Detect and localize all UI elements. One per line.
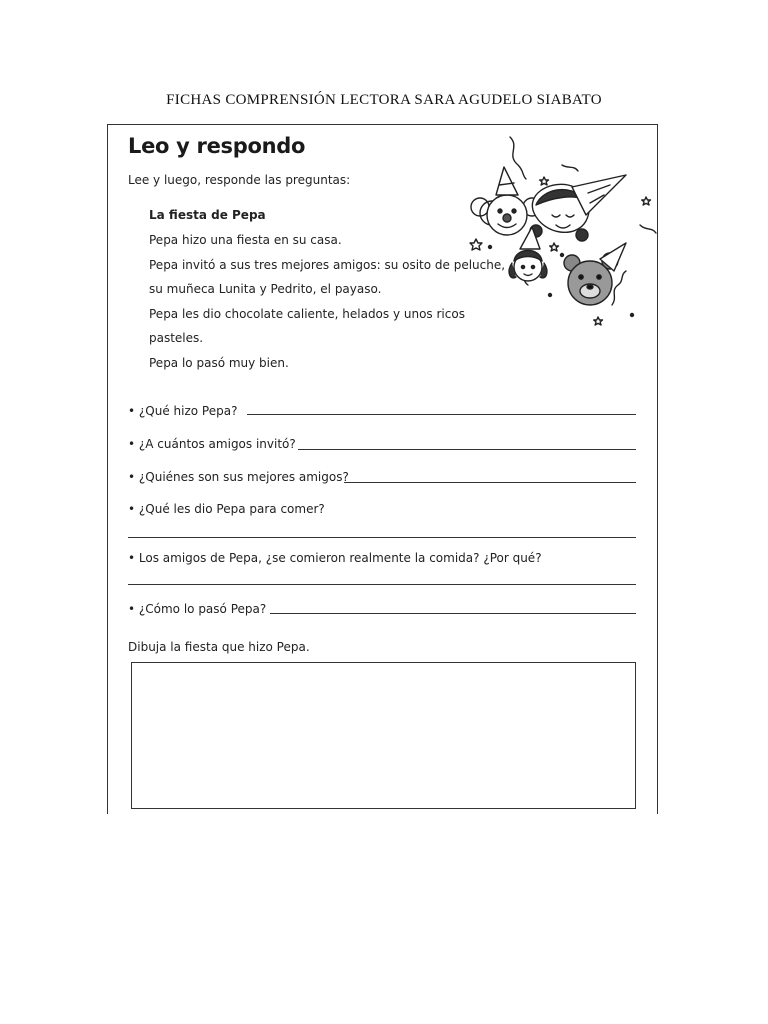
drawing-instruction: Dibuja la fiesta que hizo Pepa. [128, 640, 310, 654]
instruction-text: Lee y luego, responde las preguntas: [128, 173, 351, 187]
answer-line-4[interactable] [128, 537, 636, 538]
answer-line-2[interactable] [298, 449, 636, 450]
story-line: Pepa les dio chocolate caliente, helados y unos ricos [149, 307, 465, 321]
question-4: • ¿Qué les dio Pepa para comer? [128, 502, 325, 516]
clown-icon [471, 167, 541, 235]
worksheet-title: Leo y respondo [128, 134, 306, 158]
answer-line-6[interactable] [270, 613, 636, 614]
story-line: Pepa hizo una fiesta en su casa. [149, 233, 342, 247]
story-line: su muñeca Lunita y Pedrito, el payaso. [149, 282, 382, 296]
story-title: La fiesta de Pepa [149, 208, 266, 222]
question-1: • ¿Qué hizo Pepa? [128, 404, 238, 418]
answer-line-5[interactable] [128, 584, 636, 585]
question-2: • ¿A cuántos amigos invitó? [128, 437, 296, 451]
question-5: • Los amigos de Pepa, ¿se comieron realmente la comida? ¿Por qué? [128, 551, 542, 565]
girl-icon [530, 175, 626, 241]
story-line: Pepa invitó a sus tres mejores amigos: su osito de peluche, [149, 258, 506, 272]
question-6: • ¿Cómo lo pasó Pepa? [128, 602, 267, 616]
story-line: pasteles. [149, 331, 204, 345]
answer-line-3[interactable] [344, 482, 636, 483]
drawing-box[interactable] [131, 662, 636, 809]
teddy-bear-icon [564, 243, 626, 305]
story-line: Pepa lo pasó muy bien. [149, 356, 289, 370]
party-characters-illustration [462, 135, 662, 330]
page-header: FICHAS COMPRENSIÓN LECTORA SARA AGUDELO SIABATO [166, 92, 602, 108]
answer-line-1[interactable] [247, 414, 636, 415]
question-3: • ¿Quiénes son sus mejores amigos? [128, 470, 349, 484]
